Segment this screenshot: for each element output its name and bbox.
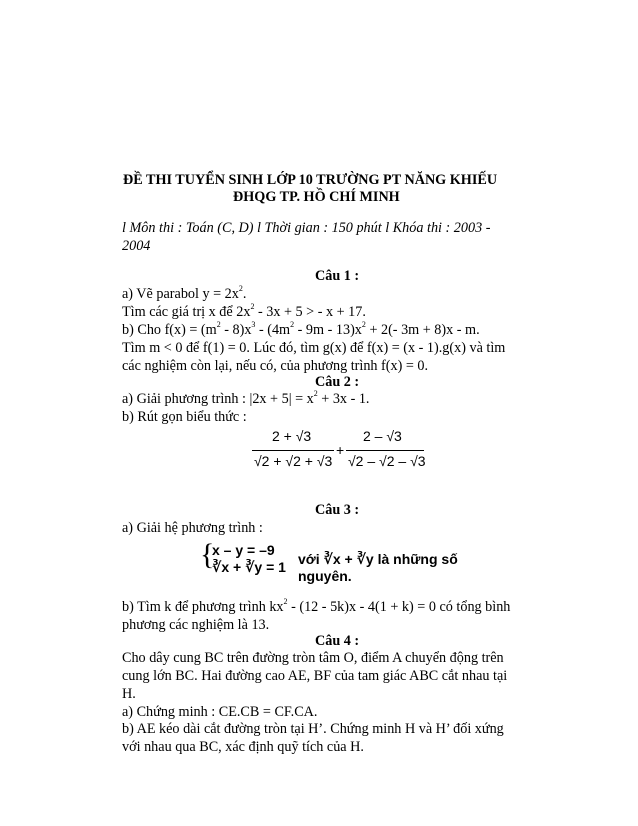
q4-part-b: b) AE kéo dài cắt đường tròn tại H’. Chứng minh H và H’ đối xứng	[122, 721, 504, 737]
q4-part-a: a) Chứng minh : CE.CB = CF.CA.	[122, 704, 318, 720]
q1-line-2: Tìm các giá trị x để $2x^2 - 3x + 5$ > - x + 17.	[122, 302, 366, 320]
system-equation-1: x – y = –9	[212, 542, 275, 558]
exam-info-line-1: l Môn thi : Toán (C, D) l Thời gian : 150 phút l Khóa thi : 2003 -	[122, 220, 491, 236]
question-4-heading: Câu 4 :	[315, 633, 360, 649]
system-condition: với ∛x + ∛y là những số nguyên.	[298, 551, 458, 584]
question-3-heading: Câu 3 :	[315, 502, 360, 518]
q3-part-b: b) Tìm k để phương trình $kx^2 - (12 - 5k)x - 4(1 + k) = 0$ có tổng bình	[122, 597, 511, 615]
question-2-heading: Câu 2 :	[315, 374, 360, 390]
q1-part-a: a) Vẽ parabol $y = 2x^2$.	[122, 284, 247, 302]
q3-part-a: a) Giải hệ phương trình :	[122, 520, 263, 536]
title-line-1: ĐỀ THI TUYỂN SINH LỚP 10 TRƯỜNG PT NĂNG KHIẾU	[123, 172, 498, 188]
system-brace: {	[200, 538, 215, 571]
fraction-2-denominator: √2 – √2 – √3	[348, 453, 426, 469]
q4-line-3: H.	[122, 686, 136, 702]
q1-line-5: các nghiệm còn lại, nếu có, của phương trình f(x) = 0.	[122, 358, 429, 374]
q3-line-b2: phương các nghiệm là 13.	[122, 617, 270, 633]
system-equation-2: ∛x + ∛y = 1	[212, 559, 286, 575]
question-1-heading: Câu 1 :	[315, 268, 360, 284]
q4-line-6: với nhau qua BC, xác định quỹ tích của H.	[122, 739, 364, 755]
plus-sign: +	[336, 442, 345, 458]
fraction-2-numerator: 2 – √3	[363, 428, 402, 444]
q4-line-2: cung lớn BC. Hai đường cao AE, BF của tam giác ABC cắt nhau tại	[122, 668, 508, 684]
q2-part-a: a) Giải phương trình : $|2x + 5| = x^2 + 3x - 1$.	[122, 389, 370, 407]
title-line-2: ĐHQG TP. HỒ CHÍ MINH	[233, 189, 400, 205]
fraction-expression	[250, 428, 430, 478]
fraction-1-bar	[252, 450, 334, 451]
fraction-2-bar	[346, 450, 424, 451]
exam-info-line-2: 2004	[122, 238, 151, 254]
q1-part-b: b) Cho $f(x) = (m^2 - 8)x^3 - (4m^2 - 9m - 13)x^2 + 2(-$ 3m + 8)x - m.	[122, 320, 480, 338]
fraction-1-numerator: 2 + √3	[272, 428, 312, 444]
equation-system	[200, 538, 490, 584]
q1-line-4: Tìm m < 0 để f(1) = 0. Lúc đó, tìm g(x) để f(x) = (x - 1).g(x) và tìm	[122, 340, 506, 356]
q2-part-b: b) Rút gọn biểu thức :	[122, 409, 247, 425]
fraction-1-denominator: √2 + √2 + √3	[254, 453, 333, 469]
q4-line-1: Cho dây cung BC trên đường tròn tâm O, điểm A chuyển động trên	[122, 650, 504, 666]
